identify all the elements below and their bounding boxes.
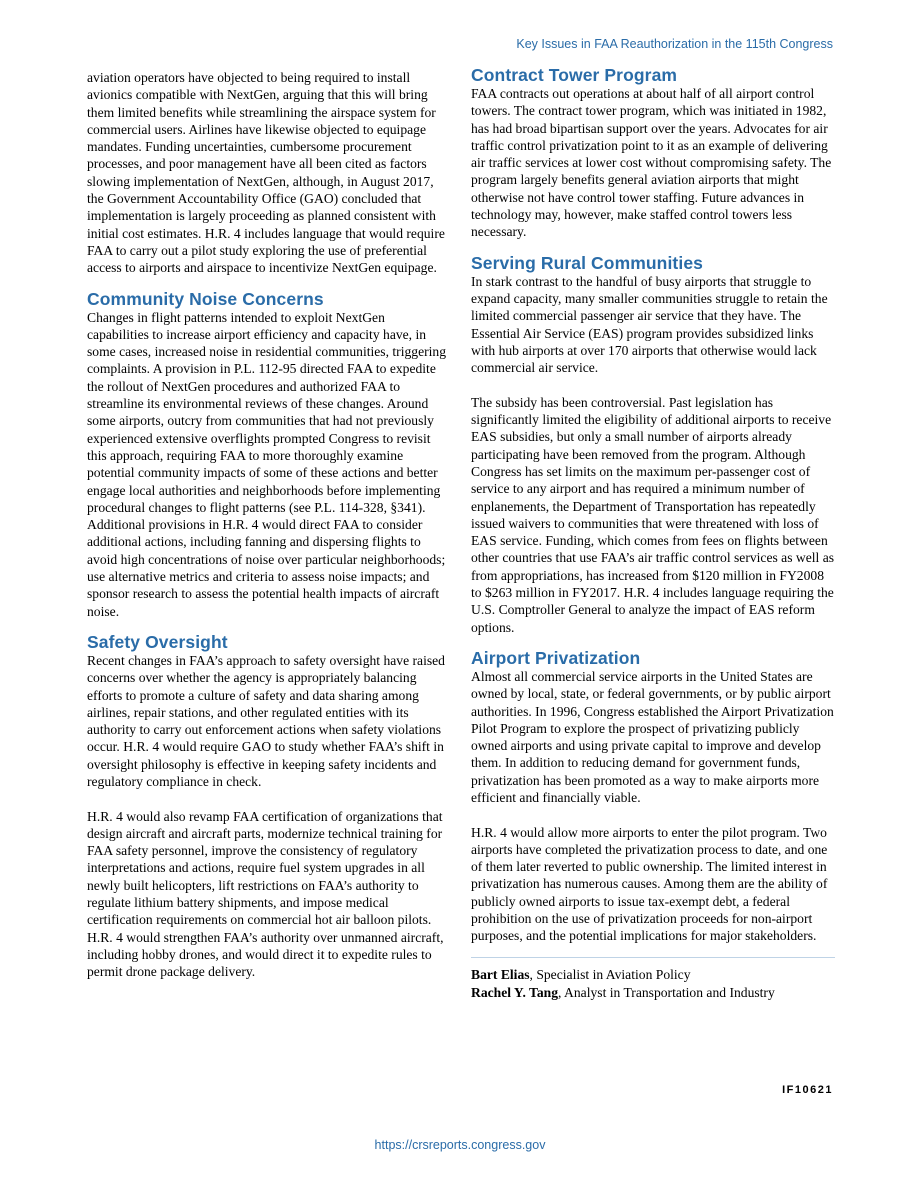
paragraph: The subsidy has been controversial. Past legislation has significantly limited the eligibility of additional airports to receive EAS subsidies, but only a small number of airports already participating have been removed from the program. Although Congress has set limits on the maximum per-passenger cost of service to any airport and has required a minimum number of enplanements, the Department of Transportation has repeatedly issued waivers to communities that were threatened with loss of EAS service. Funding, which comes from fees on flights between other countries that use FAA’s air traffic control services as well as from appropriations, has increased from $120 million in FY2008 to $263 million in FY2017. H.R. 4 includes language requiring the U.S. Comptroller General to analyze the impact of EAS reform options.	[471, 394, 835, 635]
section-heading: Contract Tower Program	[471, 65, 678, 85]
section-contract-tower	[471, 65, 835, 241]
paragraph: aviation operators have objected to being required to install avionics compatible with NextGen, arguing that this will bring them limited benefits while streamlining the airspace system for commercial users. Airlines have likewise objected to equipage mandates. Funding uncertainties, cumbersome procurement processes, and poor management have all been cited as factors slowing implementation of NextGen, although, in August 2017, the Government Accountability Office (GAO) concluded that implementation is largely proceeding as planned consistent with initial cost estimates. H.R. 4 includes language that would require FAA to carry out a pilot study exploring the use of preferential access to airports and airspace to incentivize NextGen equipage.	[87, 70, 445, 276]
intro-section	[87, 69, 449, 277]
section-rural-communities	[471, 253, 835, 636]
section-heading: Serving Rural Communities	[471, 252, 703, 273]
author-name: Rachel Y. Tang	[471, 985, 559, 1001]
running-header: Key Issues in FAA Reauthorization in the 115th Congress	[516, 37, 833, 51]
section-heading: Airport Privatization	[471, 647, 641, 668]
section-community-noise	[87, 289, 449, 620]
paragraph: Almost all commercial service airports in the United States are owned by local, state, or federal governments, or by public airport authorities. In 1996, Congress established the Airport Privatization Pilot Program to explore the prospect of privatizing publicly owned airports and using private capital to improve and develop them. In addition to reducing demand for government funds, privatization has been promoted as a way to make airports more efficient and financially viable.	[471, 668, 834, 805]
author-line	[471, 966, 835, 985]
section-heading: Community Noise Concerns	[87, 288, 324, 309]
section-heading: Safety Oversight	[87, 631, 228, 652]
paragraph: Recent changes in FAA’s approach to safety oversight have raised concerns over whether the agency is appropriately balancing efforts to promote a culture of safety and data sharing among airlines, repair stations, and other regulated entities with its authority to carry out enforcement actions when safety violations occur. H.R. 4 would require GAO to study whether FAA’s shift in oversight philosophy is effective in keeping safety incidents and regulatory compliance in check.	[87, 652, 445, 789]
paragraph: H.R. 4 would also revamp FAA certification of organizations that design aircraft and aircraft parts, modernize technical training for FAA safety personnel, improve the consistency of regulatory interpretations and actions, require fuel system upgrades in all newly built helicopters, lift restrictions on FAA’s authority to regulate lithium battery shipments, and impose medical certification requirements on commercial hot air balloon pilots. H.R. 4 would strengthen FAA’s authority over unmanned aircraft, including hobby drones, and would direct it to expedite rules to permit drone package delivery.	[87, 808, 444, 980]
paragraph: H.R. 4 would allow more airports to enter the pilot program. Two airports have completed the privatization process to date, and one of them later reverted to public ownership. The limited interest in privatization has numerous causes. Among them are the ability of publicly owned airports to issue tax-exempt debt, a federal prohibition on the use of privatization proceeds for non-airport purposes, and the potential implications for major stakeholders.	[471, 824, 828, 944]
document-id: IF10621	[782, 1084, 833, 1096]
right-column	[471, 65, 835, 1003]
author-name: Bart Elias	[471, 966, 530, 982]
author-title: , Analyst in Transportation and Industry	[558, 985, 775, 1001]
paragraph: In stark contrast to the handful of busy airports that struggle to expand capacity, many smaller communities struggle to retain the limited commercial passenger air service that they have. The Essential Air Service (EAS) program provides subsidized links with hub airports at over 170 airports that otherwise would lack commercial air service.	[471, 273, 828, 376]
section-airport-privatization	[471, 648, 835, 945]
author-title: , Specialist in Aviation Policy	[529, 966, 691, 982]
left-column	[87, 69, 449, 993]
paragraph: Changes in flight patterns intended to exploit NextGen capabilities to increase airport efficiency and capacity have, in some cases, increased noise in residential communities, triggering complaints. A provision in P.L. 112-95 directed FAA to expedite the rollout of NextGen procedures and authorized FAA to streamline its environmental reviews of these changes. Around some airports, outcry from communities that had not previously experienced extensive overflights prompted Congress to revisit this approach, requiring FAA to more thoroughly examine potential community impacts of some of these actions and better engage local authorities and neighborhoods before implementing procedural changes to flight patterns (see P.L. 114-328, §341). Additional provisions in H.R. 4 would direct FAA to consider additional actions, including fanning and dispersing flights to avoid high concentrations of noise over particular neighborhoods; use alternative metrics and criteria to assess noise impacts; and sponsor research to assess the potential health impacts of aircraft noise.	[87, 309, 446, 619]
author-block	[471, 957, 835, 1003]
section-safety-oversight	[87, 632, 449, 981]
paragraph: FAA contracts out operations at about half of all airport control towers. The contract tower program, which was initiated in 1982, has had broad bipartisan support over the years. Advocates for air traffic control privatization point to it as an example of delivering air traffic services at lower cost without compromising safety. The program largely benefits general aviation airports that might otherwise not have control tower staffing. Future advances in technology may, however, make staffed control towers less necessary.	[471, 86, 832, 240]
author-line	[471, 984, 835, 1003]
footer-url[interactable]: https://crsreports.congress.gov	[374, 1138, 546, 1152]
